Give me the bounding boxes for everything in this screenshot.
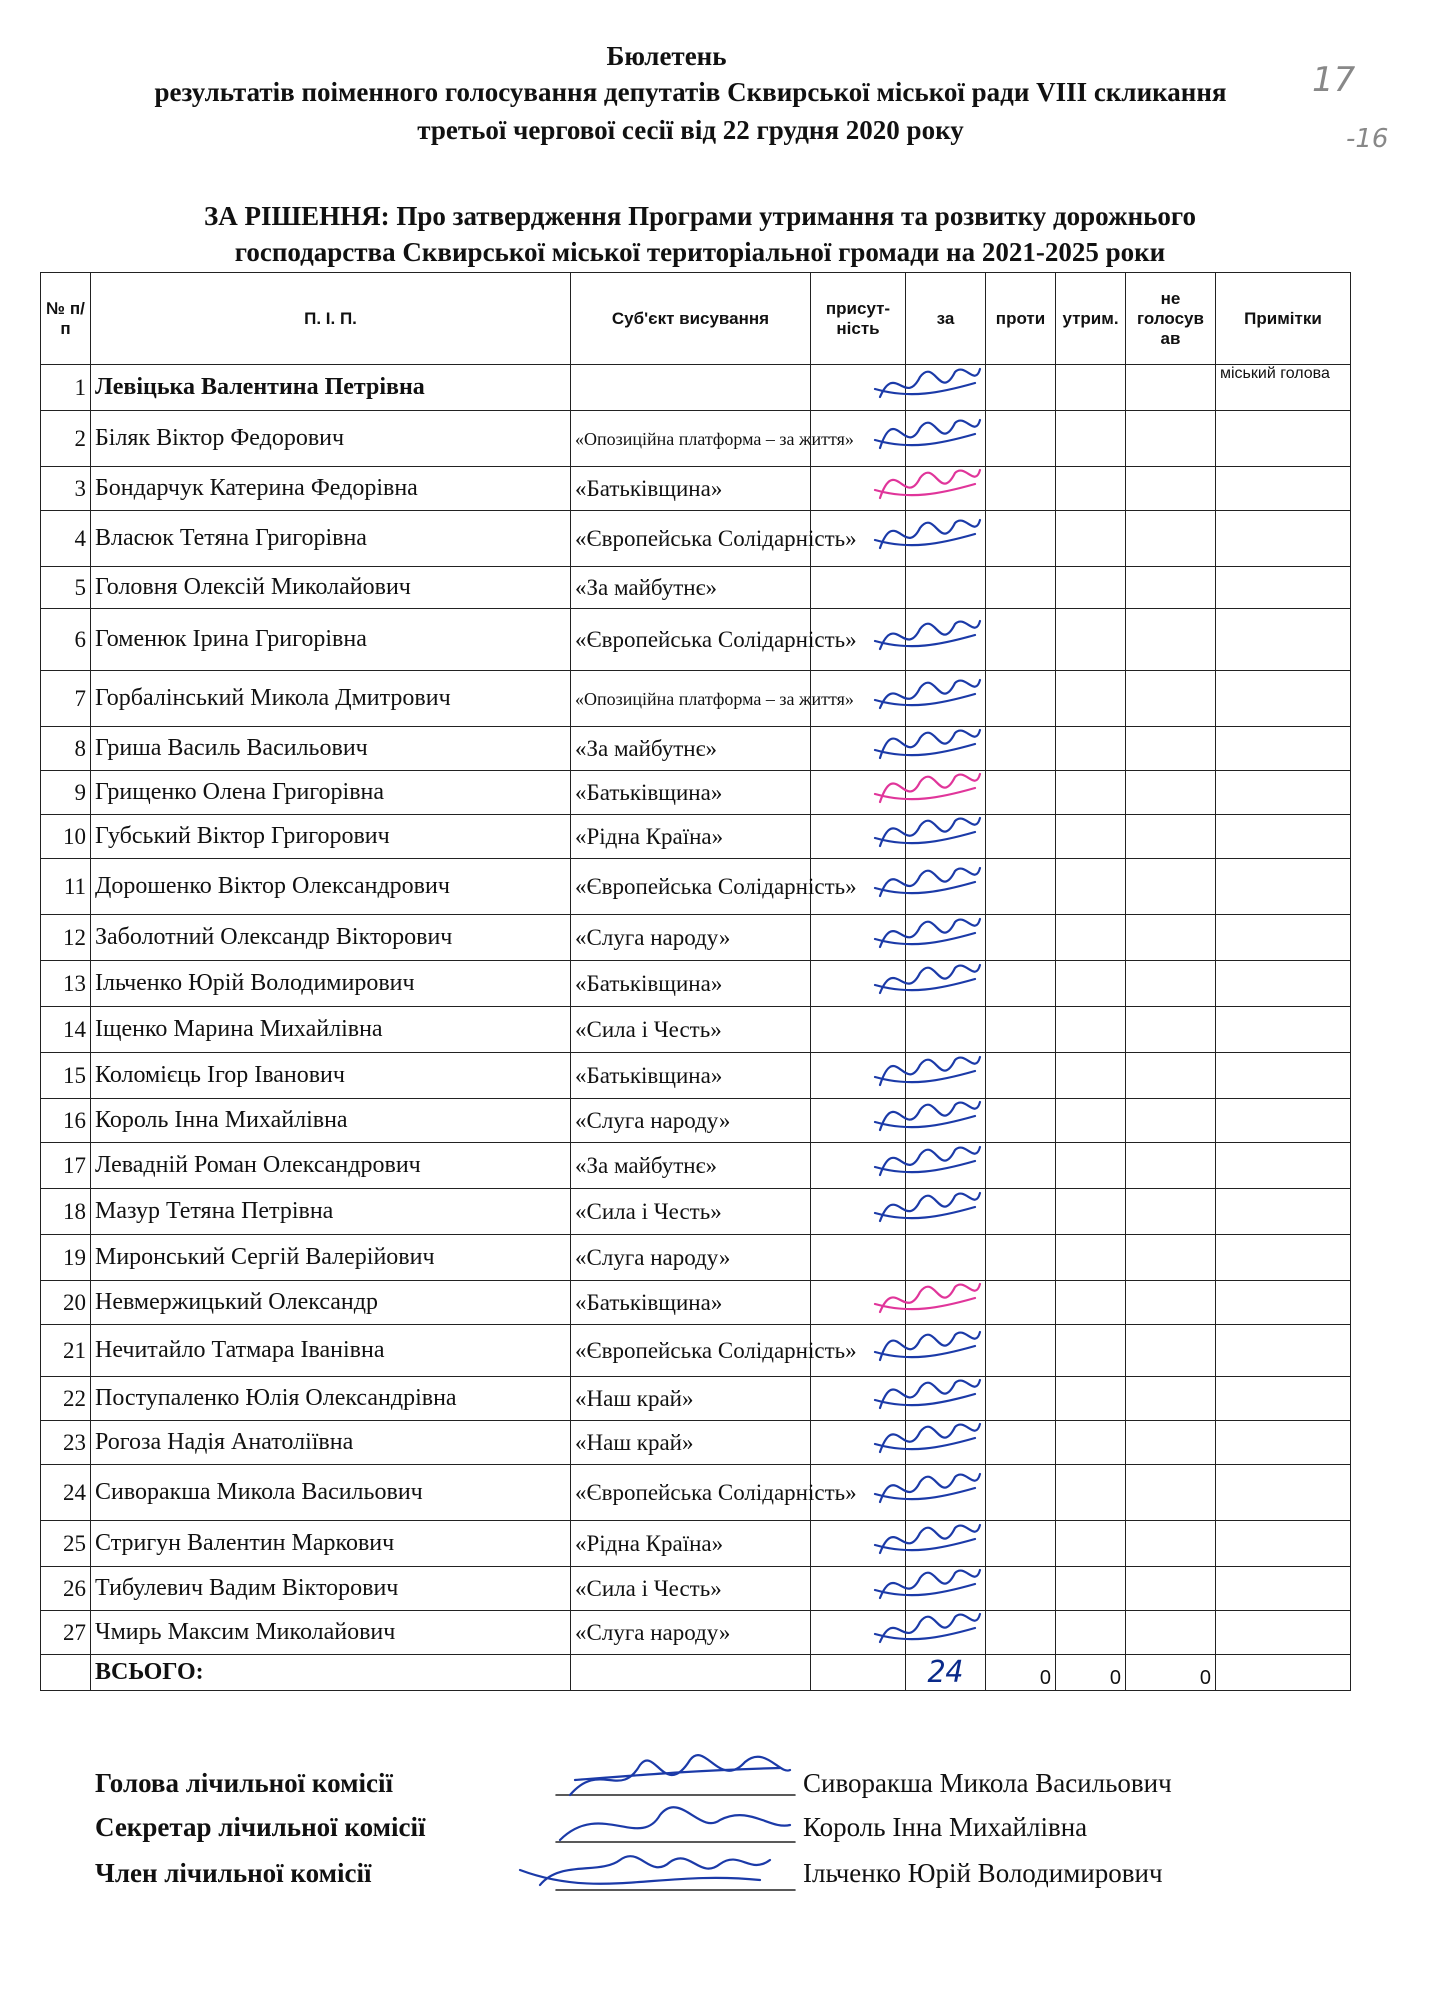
table-row: [41, 1567, 1351, 1611]
row-name: Губський Віктор Григорович: [91, 815, 571, 859]
total-utrym: 0: [1056, 1655, 1126, 1691]
row-name: Бондарчук Катерина Федорівна: [91, 467, 571, 511]
commission-secretary-name: Король Інна Михайлівна: [803, 1812, 1088, 1842]
margin-note-top: 17: [1312, 60, 1356, 100]
table-row: [41, 467, 1351, 511]
total-proty: 0: [986, 1655, 1056, 1691]
row-party: «Слуга народу»: [571, 915, 811, 961]
row-party: «Європейська Солідарність»: [571, 511, 811, 567]
row-name: Гриша Василь Васильович: [91, 727, 571, 771]
row-za: [906, 1235, 986, 1281]
table-row: [41, 1521, 1351, 1567]
row-proty: [986, 1053, 1056, 1099]
row-za: [906, 915, 986, 961]
absent-note-19: відсутній: [848, 1265, 1071, 1322]
row-name: Грищенко Олена Григорівна: [91, 771, 571, 815]
row-present: [811, 1521, 906, 1567]
total-za: 24: [906, 1655, 986, 1691]
row-name: Гоменюк Ірина Григорівна: [91, 609, 571, 671]
row-proty: [986, 1465, 1056, 1521]
row-name: Власюк Тетяна Григорівна: [91, 511, 571, 567]
row-note: [1216, 1421, 1351, 1465]
row-number: 21: [41, 1325, 91, 1377]
table-row: [41, 411, 1351, 467]
absent-note-14: відсутній: [830, 1048, 1051, 1097]
commission-member-label: Член лічильної комісії: [95, 1858, 372, 1888]
row-number: 3: [41, 467, 91, 511]
row-note: [1216, 771, 1351, 815]
col-notes: Примітки: [1216, 273, 1351, 365]
row-za: [906, 1281, 986, 1325]
row-utrym: [1056, 1281, 1126, 1325]
table-row: [41, 1143, 1351, 1189]
row-name: Миронський Сергій Валерійович: [91, 1235, 571, 1281]
row-name: Чмирь Максим Миколайович: [91, 1611, 571, 1655]
row-note: [1216, 1377, 1351, 1421]
document-subtitle-2: третьої чергової сесії від 22 грудня 2020 року: [417, 115, 964, 145]
row-ne-golos: [1126, 365, 1216, 411]
row-name: Стригун Валентин Маркович: [91, 1521, 571, 1567]
row-note: [1216, 1053, 1351, 1099]
table-row: [41, 567, 1351, 609]
commission-head-label: Голова лічильної комісії: [95, 1768, 393, 1798]
row-proty: [986, 1099, 1056, 1143]
row-za: [906, 1421, 986, 1465]
row-name: Нечитайло Татмара Іванівна: [91, 1325, 571, 1377]
row-ne-golos: [1126, 1235, 1216, 1281]
row-utrym: [1056, 567, 1126, 609]
row-present: [811, 771, 906, 815]
row-note: [1216, 1325, 1351, 1377]
row-present: [811, 1143, 906, 1189]
row-name: Левадній Роман Олександрович: [91, 1143, 571, 1189]
row-proty: [986, 815, 1056, 859]
row-utrym: [1056, 1325, 1126, 1377]
row-name: Поступаленко Юлія Олександрівна: [91, 1377, 571, 1421]
row-note: [1216, 1567, 1351, 1611]
commission-head-name: Сиворакша Микола Васильович: [803, 1768, 1172, 1798]
row-note: [1216, 1611, 1351, 1655]
row-present: [811, 815, 906, 859]
row-name: Сиворакша Микола Васильович: [91, 1465, 571, 1521]
row-utrym: [1056, 859, 1126, 915]
row-name: Заболотний Олександр Вікторович: [91, 915, 571, 961]
row-proty: [986, 609, 1056, 671]
table-row: [41, 671, 1351, 727]
row-party: «За майбутнє»: [571, 727, 811, 771]
table-row: [41, 815, 1351, 859]
row-number: 9: [41, 771, 91, 815]
row-proty: [986, 1143, 1056, 1189]
row-proty: [986, 1189, 1056, 1235]
row-present: [811, 1189, 906, 1235]
row-proty: [986, 467, 1056, 511]
row-name: Король Інна Михайлівна: [91, 1099, 571, 1143]
row-utrym: [1056, 815, 1126, 859]
row-present: [811, 961, 906, 1007]
row-number: 25: [41, 1521, 91, 1567]
row-party: «Слуга народу»: [571, 1235, 811, 1281]
row-utrym: [1056, 1465, 1126, 1521]
row-party: [571, 365, 811, 411]
row-za: [906, 1325, 986, 1377]
row-proty: [986, 365, 1056, 411]
row-present: [811, 567, 906, 609]
row-ne-golos: [1126, 1421, 1216, 1465]
col-utrym: утрим.: [1056, 273, 1126, 365]
row-proty: [986, 1235, 1056, 1281]
row-party: «Сила і Честь»: [571, 1007, 811, 1053]
col-num: № п/п: [41, 273, 91, 365]
row-ne-golos: [1126, 771, 1216, 815]
row-note: [1216, 567, 1351, 609]
row-ne-golos: [1126, 1465, 1216, 1521]
row-party: «Наш край»: [571, 1377, 811, 1421]
row-party: «Батьківщина»: [571, 961, 811, 1007]
row-za: [906, 1189, 986, 1235]
table-header-row: [41, 273, 1351, 365]
table-row: [41, 1281, 1351, 1325]
row-note: [1216, 511, 1351, 567]
row-proty: [986, 915, 1056, 961]
row-note: [1216, 1281, 1351, 1325]
row-proty: [986, 567, 1056, 609]
row-name: Рогоза Надія Анатоліївна: [91, 1421, 571, 1465]
row-party: «Європейська Солідарність»: [571, 859, 811, 915]
row-name: Головня Олексій Миколайович: [91, 567, 571, 609]
document-subtitle-1: результатів поіменного голосування депутатів Сквирської міської ради VIII скликання: [154, 77, 1227, 107]
row-number: 11: [41, 859, 91, 915]
row-present: [811, 1567, 906, 1611]
row-utrym: [1056, 411, 1126, 467]
voting-table: [40, 272, 1351, 1691]
table-row: [41, 1611, 1351, 1655]
row-number: 16: [41, 1099, 91, 1143]
row-number: 26: [41, 1567, 91, 1611]
row-utrym: [1056, 961, 1126, 1007]
row-party: «Батьківщина»: [571, 771, 811, 815]
row-ne-golos: [1126, 411, 1216, 467]
row-present: [811, 1007, 906, 1053]
row-name: Біляк Віктор Федорович: [91, 411, 571, 467]
row-party: «Європейська Солідарність»: [571, 1465, 811, 1521]
row-present: [811, 1611, 906, 1655]
row-number: 14: [41, 1007, 91, 1053]
row-za: [906, 815, 986, 859]
row-note: міський голова: [1216, 365, 1351, 411]
row-note: [1216, 727, 1351, 771]
row-proty: [986, 1325, 1056, 1377]
row-utrym: [1056, 1611, 1126, 1655]
row-party: «Рідна Країна»: [571, 1521, 811, 1567]
row-party: «Опозиційна платформа – за життя»: [571, 671, 811, 727]
row-za: [906, 467, 986, 511]
row-ne-golos: [1126, 1189, 1216, 1235]
row-utrym: [1056, 1421, 1126, 1465]
row-party: «За майбутнє»: [571, 567, 811, 609]
row-proty: [986, 1567, 1056, 1611]
row-ne-golos: [1126, 1143, 1216, 1189]
row-proty: [986, 859, 1056, 915]
row-number: 8: [41, 727, 91, 771]
row-za: [906, 859, 986, 915]
row-party: «Опозиційна платформа – за життя»: [571, 411, 811, 467]
table-row: [41, 859, 1351, 915]
row-za: [906, 511, 986, 567]
row-note: [1216, 411, 1351, 467]
total-row: [41, 1655, 1351, 1691]
row-name: Левіцька Валентина Петрівна: [91, 365, 571, 411]
row-za: [906, 671, 986, 727]
row-proty: [986, 771, 1056, 815]
row-name: Іщенко Марина Михайлівна: [91, 1007, 571, 1053]
row-utrym: [1056, 467, 1126, 511]
row-utrym: [1056, 1521, 1126, 1567]
row-present: [811, 1377, 906, 1421]
row-za: [906, 365, 986, 411]
row-za: [906, 1099, 986, 1143]
absent-note-5: відсутній: [838, 573, 1082, 636]
row-note: [1216, 467, 1351, 511]
row-note: [1216, 1143, 1351, 1189]
row-party: «Європейська Солідарність»: [571, 1325, 811, 1377]
row-number: 17: [41, 1143, 91, 1189]
row-number: 27: [41, 1611, 91, 1655]
row-note: [1216, 671, 1351, 727]
row-party: «Сила і Честь»: [571, 1567, 811, 1611]
row-present: [811, 365, 906, 411]
row-utrym: [1056, 1143, 1126, 1189]
row-number: 1: [41, 365, 91, 411]
row-party: «Батьківщина»: [571, 1281, 811, 1325]
row-name: Невмержицький Олександр: [91, 1281, 571, 1325]
row-present: [811, 467, 906, 511]
row-name: Мазур Тетяна Петрівна: [91, 1189, 571, 1235]
row-utrym: [1056, 609, 1126, 671]
margin-note-bottom: -16: [1346, 124, 1389, 154]
row-note: [1216, 1465, 1351, 1521]
row-note: [1216, 1235, 1351, 1281]
table-row: [41, 1099, 1351, 1143]
row-proty: [986, 1377, 1056, 1421]
row-utrym: [1056, 1007, 1126, 1053]
row-za: [906, 1611, 986, 1655]
row-present: [811, 915, 906, 961]
row-ne-golos: [1126, 1521, 1216, 1567]
document-title: Бюлетень: [606, 41, 727, 71]
row-number: 2: [41, 411, 91, 467]
row-ne-golos: [1126, 671, 1216, 727]
table-row: [41, 915, 1351, 961]
row-za: [906, 567, 986, 609]
col-ne-golos: не голосув ав: [1126, 273, 1216, 365]
row-za: [906, 1567, 986, 1611]
row-present: [811, 1281, 906, 1325]
row-utrym: [1056, 1235, 1126, 1281]
row-ne-golos: [1126, 1567, 1216, 1611]
table-row: [41, 727, 1351, 771]
row-number: 13: [41, 961, 91, 1007]
row-number: 22: [41, 1377, 91, 1421]
row-proty: [986, 511, 1056, 567]
row-ne-golos: [1126, 609, 1216, 671]
row-note: [1216, 815, 1351, 859]
row-proty: [986, 961, 1056, 1007]
row-party: «Слуга народу»: [571, 1099, 811, 1143]
decision-title-2: господарства Сквирської міської територіальної громади на 2021-2025 роки: [234, 237, 1166, 267]
table-row: [41, 771, 1351, 815]
row-number: 12: [41, 915, 91, 961]
col-za: за: [906, 273, 986, 365]
row-number: 4: [41, 511, 91, 567]
table-row: [41, 365, 1351, 411]
col-name: П. І. П.: [91, 273, 571, 365]
row-note: [1216, 859, 1351, 915]
row-party: «Наш край»: [571, 1421, 811, 1465]
row-party: «Європейська Солідарність»: [571, 609, 811, 671]
row-za: [906, 411, 986, 467]
decision-title-1: ЗА РІШЕННЯ: Про затвердження Програми утримання та розвитку дорожнього: [203, 201, 1196, 231]
row-utrym: [1056, 1377, 1126, 1421]
row-za: [906, 961, 986, 1007]
row-name: Коломієць Ігор Іванович: [91, 1053, 571, 1099]
row-utrym: [1056, 1099, 1126, 1143]
row-proty: [986, 1421, 1056, 1465]
row-proty: [986, 411, 1056, 467]
row-party: «Сила і Честь»: [571, 1189, 811, 1235]
total-ne-golos: 0: [1126, 1655, 1216, 1691]
row-present: [811, 1421, 906, 1465]
row-utrym: [1056, 1567, 1126, 1611]
row-za: [906, 1465, 986, 1521]
row-party: «За майбутнє»: [571, 1143, 811, 1189]
row-utrym: [1056, 1189, 1126, 1235]
row-utrym: [1056, 671, 1126, 727]
row-utrym: [1056, 915, 1126, 961]
row-utrym: [1056, 511, 1126, 567]
row-ne-golos: [1126, 815, 1216, 859]
col-party: Суб'єкт висування: [571, 273, 811, 365]
row-note: [1216, 961, 1351, 1007]
table-row: [41, 1053, 1351, 1099]
table-row: [41, 1465, 1351, 1521]
row-name: Ільченко Юрій Володимирович: [91, 961, 571, 1007]
row-note: [1216, 915, 1351, 961]
row-ne-golos: [1126, 961, 1216, 1007]
row-za: [906, 727, 986, 771]
table-row: [41, 1325, 1351, 1377]
row-present: [811, 1099, 906, 1143]
row-proty: [986, 727, 1056, 771]
row-ne-golos: [1126, 1099, 1216, 1143]
row-present: [811, 1053, 906, 1099]
table-row: [41, 961, 1351, 1007]
row-proty: [986, 671, 1056, 727]
row-utrym: [1056, 365, 1126, 411]
table-row: [41, 1421, 1351, 1465]
row-ne-golos: [1126, 1325, 1216, 1377]
row-note: [1216, 1007, 1351, 1053]
row-za: [906, 771, 986, 815]
row-party: «Рідна Країна»: [571, 815, 811, 859]
row-proty: [986, 1521, 1056, 1567]
table-row: [41, 1377, 1351, 1421]
row-ne-golos: [1126, 859, 1216, 915]
table-row: [41, 1235, 1351, 1281]
row-present: [811, 727, 906, 771]
row-za: [906, 609, 986, 671]
row-utrym: [1056, 727, 1126, 771]
row-utrym: [1056, 771, 1126, 815]
table-row: [41, 1007, 1351, 1053]
row-number: 7: [41, 671, 91, 727]
row-number: 24: [41, 1465, 91, 1521]
row-ne-golos: [1126, 915, 1216, 961]
row-number: 10: [41, 815, 91, 859]
row-proty: [986, 1611, 1056, 1655]
row-ne-golos: [1126, 1611, 1216, 1655]
row-number: 18: [41, 1189, 91, 1235]
row-number: 23: [41, 1421, 91, 1465]
row-ne-golos: [1126, 1007, 1216, 1053]
row-party: «Батьківщина»: [571, 467, 811, 511]
row-present: [811, 1235, 906, 1281]
row-za: [906, 1007, 986, 1053]
row-number: 6: [41, 609, 91, 671]
row-ne-golos: [1126, 727, 1216, 771]
commission-secretary-label: Секретар лічильної комісії: [95, 1812, 426, 1842]
row-ne-golos: [1126, 511, 1216, 567]
row-name: Дорошенко Віктор Олександрович: [91, 859, 571, 915]
commission-member-name: Ільченко Юрій Володимирович: [803, 1858, 1163, 1888]
row-note: [1216, 1521, 1351, 1567]
total-label: ВСЬОГО:: [91, 1655, 571, 1691]
row-name: Тибулевич Вадим Вікторович: [91, 1567, 571, 1611]
row-number: 5: [41, 567, 91, 609]
row-za: [906, 1377, 986, 1421]
row-note: [1216, 609, 1351, 671]
row-ne-golos: [1126, 1377, 1216, 1421]
col-proty: проти: [986, 273, 1056, 365]
row-note: [1216, 1189, 1351, 1235]
row-za: [906, 1521, 986, 1567]
row-number: 15: [41, 1053, 91, 1099]
table-row: [41, 609, 1351, 671]
col-present: присут-ність: [811, 273, 906, 365]
row-ne-golos: [1126, 467, 1216, 511]
row-ne-golos: [1126, 1281, 1216, 1325]
row-number: 20: [41, 1281, 91, 1325]
row-utrym: [1056, 1053, 1126, 1099]
row-za: [906, 1053, 986, 1099]
row-proty: [986, 1281, 1056, 1325]
row-name: Горбалінський Микола Дмитрович: [91, 671, 571, 727]
row-ne-golos: [1126, 567, 1216, 609]
row-za: [906, 1143, 986, 1189]
row-number: 19: [41, 1235, 91, 1281]
row-proty: [986, 1007, 1056, 1053]
table-row: [41, 511, 1351, 567]
row-note: [1216, 1099, 1351, 1143]
row-party: «Слуга народу»: [571, 1611, 811, 1655]
row-party: «Батьківщина»: [571, 1053, 811, 1099]
row-ne-golos: [1126, 1053, 1216, 1099]
table-row: [41, 1189, 1351, 1235]
